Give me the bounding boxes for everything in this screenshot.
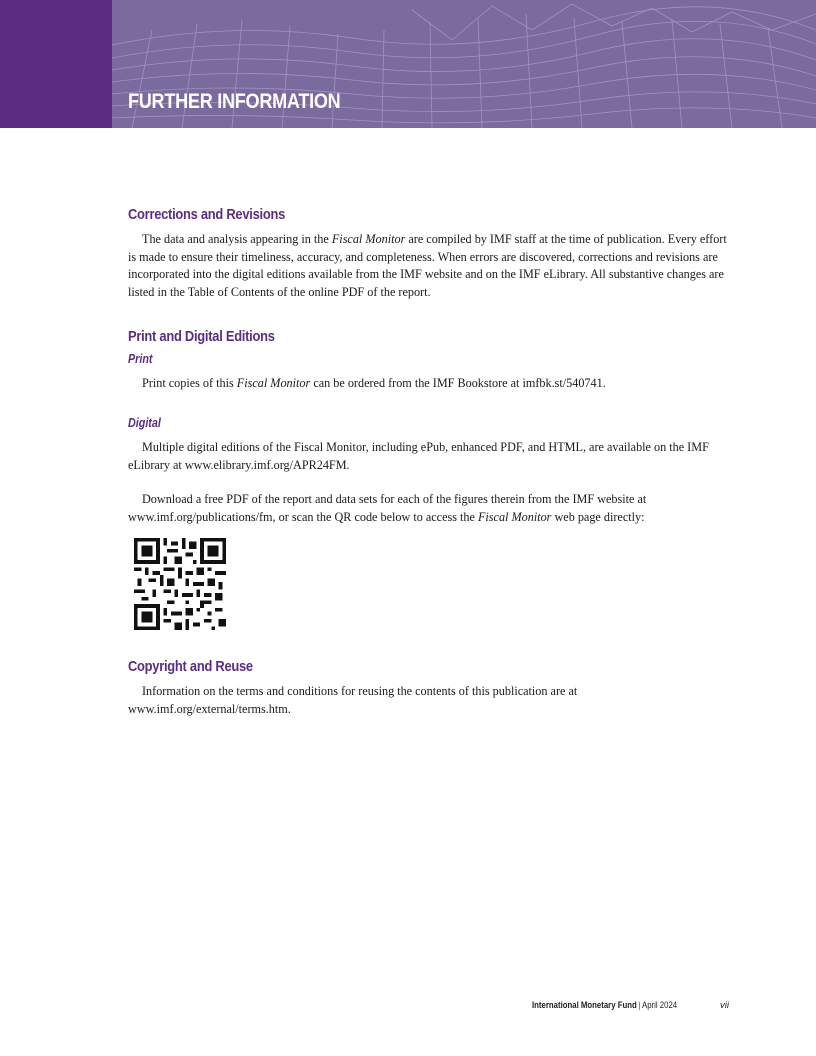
qr-code[interactable] [134,538,226,630]
copyright-paragraph: Information on the terms and conditions for reusing the contents of this publication are at www.imf.org/external/terms.htm. [128,684,578,716]
print-text-end: can be ordered from the IMF Bookstore at imfbk.st/540741. [310,376,606,390]
corrections-text-start: The data and analysis appearing in the [142,232,332,246]
print-text-start: Print copies of this [142,376,237,390]
download-publication-title: Fiscal Monitor [477,509,552,524]
footer-separator: | [638,1000,641,1011]
footer-date: April 2024 [642,1000,678,1011]
download-text-end: web page directly: [551,509,645,524]
print-paragraph [128,375,728,393]
footer-credit [532,1000,677,1011]
copyright-heading: Copyright and Reuse [128,658,253,675]
corrections-text-end: are compiled by IMF staff at the time of publication. Every effort is made to ensure their timeliness, accuracy, and completeness. When errors are discovered, corrections and revisions are incorporated into the digital editions available from the IMF website and on the IMF eLibrary. All substantive changes are listed in the Table of Contents of the online PDF of the report. [128,232,727,299]
editions-heading: Print and Digital Editions [128,328,275,345]
corrections-paragraph [128,231,728,301]
digital-subheading: Digital [128,416,161,430]
footer-org: International Monetary Fund [532,1000,637,1011]
download-text-start: Download a free PDF of the report and data sets for each of the figures therein from the IMF website at www.imf.org/publications/fm, or scan the QR code below to access the [128,492,647,524]
print-publication-title: Fiscal Monitor [236,376,311,390]
download-paragraph [128,491,728,526]
corrections-heading: Corrections and Revisions [128,206,286,223]
page-number: vii [720,1000,729,1011]
print-subheading: Print [128,352,153,366]
page-title: FURTHER INFORMATION [128,90,341,113]
corrections-publication-title: Fiscal Monitor [331,232,406,246]
header-banner [0,0,816,128]
banner-side-block [0,0,112,128]
digital-paragraph: Multiple digital editions of the Fiscal Monitor, including ePub, enhanced PDF, and HTML, are available on the IMF eLibrary at www.elibrary.imf.org/APR24FM. [128,440,709,472]
